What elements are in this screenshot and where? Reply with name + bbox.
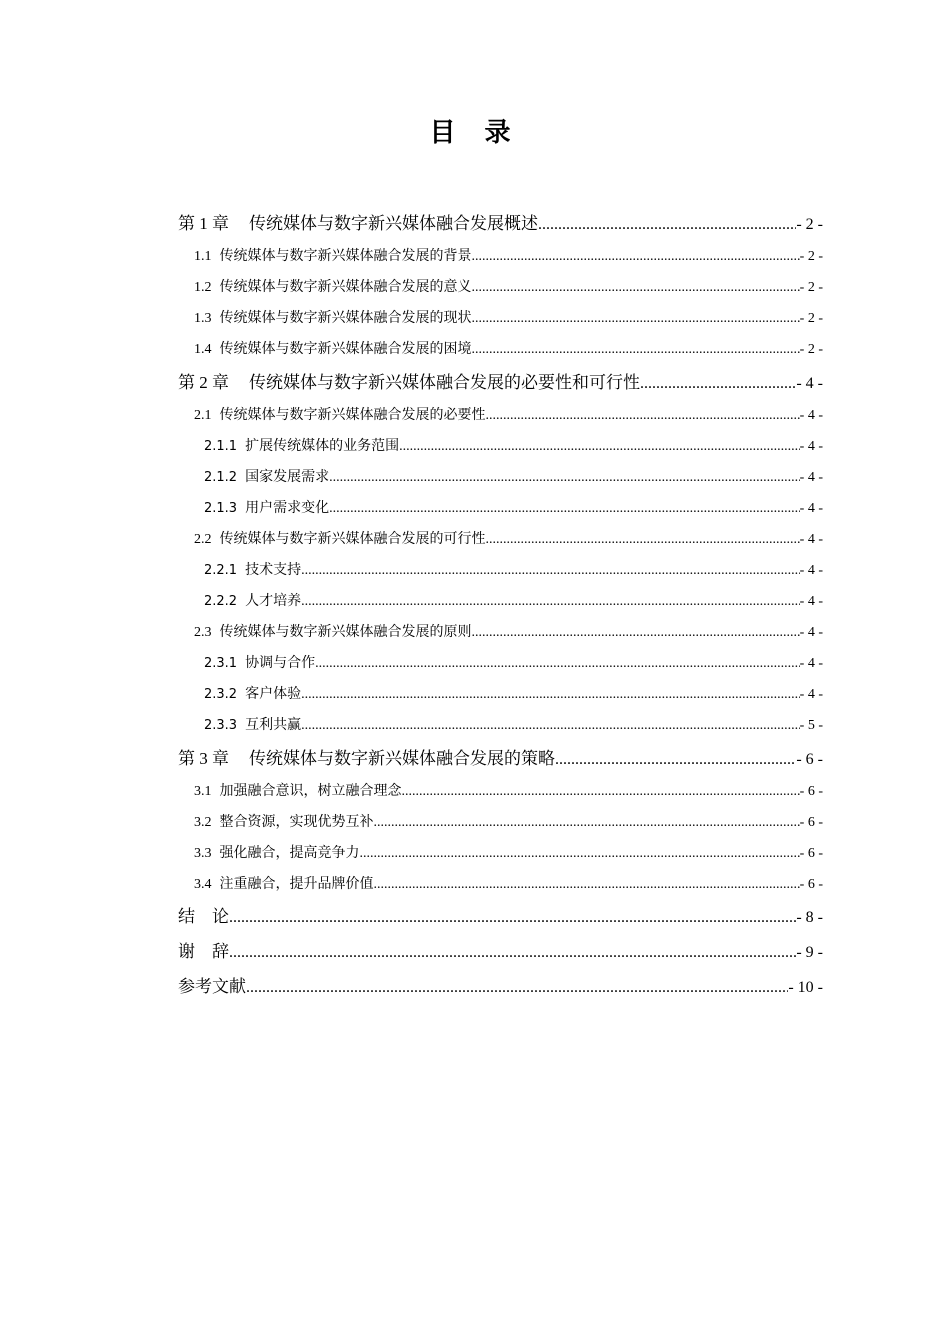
toc-entry-number: 2.2.2 [204,594,238,609]
toc-leader-dots [374,869,800,900]
toc-entry-title: 传统媒体与数字新兴媒体融合发展的可行性 [219,531,486,547]
toc-leader-dots [399,431,800,462]
toc-entry-label [204,586,301,617]
toc-leader-dots [301,586,800,617]
toc-leader-dots [486,524,800,555]
toc-entry-number: 3.4 [194,877,212,892]
toc-entry-label [204,462,329,493]
toc-entry-label [194,400,486,431]
toc-entry-label [204,431,399,462]
toc-page-number: - 4 - [799,594,823,609]
toc-leader-dots [472,241,800,272]
toc-entry-number: 第 2 章 [178,373,229,392]
table-of-contents [178,206,823,1005]
toc-entry-title: 用户需求变化 [245,500,330,516]
toc-page-number: - 6 - [799,877,823,892]
toc-entry[interactable] [178,776,823,807]
toc-page-number: - 6 - [799,815,823,830]
toc-entry[interactable] [178,807,823,838]
toc-entry-label [178,741,555,777]
toc-leader-dots [472,303,800,334]
toc-leader-dots [472,272,800,303]
toc-entry-number: 3.2 [194,815,212,830]
toc-leader-dots [640,366,796,401]
toc-entry-number: 第 1 章 [178,214,229,233]
toc-page-number: - 8 - [796,909,823,926]
toc-page-number: - 6 - [796,751,823,768]
toc-page-number: - 2 - [796,216,823,233]
toc-entry[interactable] [178,241,823,272]
toc-page-number: - 5 - [799,718,823,733]
toc-entry-title: 互利共赢 [245,717,302,733]
toc-entry-number: 2.1 [194,408,212,423]
toc-entry-number: 2.3 [194,625,212,640]
toc-leader-dots [329,493,800,524]
toc-entry-label [178,900,229,935]
toc-page-number: - 10 - [788,979,823,996]
toc-entry-number: 3.1 [194,784,212,799]
toc-page-number: - 4 - [799,532,823,547]
toc-leader-dots [229,935,796,970]
toc-page-number: - 2 - [799,342,823,357]
toc-entry[interactable] [178,555,823,586]
toc-entry-title: 扩展传统媒体的业务范围 [245,438,400,454]
toc-leader-dots [555,742,796,777]
toc-entry-label [194,272,472,303]
toc-entry-label [204,648,315,679]
toc-leader-dots [486,400,800,431]
toc-leader-dots [360,838,800,869]
toc-entry[interactable] [178,206,823,241]
toc-entry-label [204,555,301,586]
toc-entry-title: 参考文献 [178,977,246,997]
toc-entry-number: 第 3 章 [178,749,229,768]
toc-entry-label [194,776,402,807]
toc-entry[interactable] [178,524,823,555]
toc-entry[interactable] [178,617,823,648]
toc-entry-label [194,524,486,555]
toc-leader-dots [472,617,800,648]
toc-entry-title: 传统媒体与数字新兴媒体融合发展的意义 [219,279,472,295]
toc-entry[interactable] [178,493,823,524]
toc-page-number: - 2 - [799,280,823,295]
toc-entry-title: 技术支持 [245,562,302,578]
toc-page-number: - 9 - [796,944,823,961]
toc-entry[interactable] [178,970,823,1005]
toc-entry[interactable] [178,334,823,365]
toc-page-number: - 4 - [799,470,823,485]
toc-entry-title: 传统媒体与数字新兴媒体融合发展的策略 [249,749,555,769]
toc-entry-title: 谢 辞 [178,942,229,962]
toc-leader-dots [301,710,800,741]
page-title: 目 录 [429,118,521,148]
toc-entry-number: 2.1.1 [204,439,238,454]
toc-entry-number: 1.4 [194,342,212,357]
toc-entry-number: 2.2 [194,532,212,547]
toc-entry-label [204,679,301,710]
toc-entry-number: 3.3 [194,846,212,861]
toc-entry-label [194,807,374,838]
toc-entry-number: 2.1.2 [204,470,238,485]
toc-leader-dots [374,807,800,838]
toc-entry-label [194,241,472,272]
toc-entry-title: 人才培养 [245,593,302,609]
toc-entry[interactable] [178,431,823,462]
toc-entry-title: 传统媒体与数字新兴媒体融合发展的必要性 [219,407,486,423]
toc-entry-label [194,869,374,900]
toc-entry[interactable] [178,365,823,400]
toc-entry[interactable] [178,741,823,776]
toc-page-number: - 4 - [796,375,823,392]
toc-page-number: - 4 - [799,625,823,640]
toc-entry[interactable] [178,272,823,303]
toc-entry-label [178,970,246,1005]
toc-entry-title: 国家发展需求 [245,469,330,485]
toc-page-number: - 4 - [799,563,823,578]
toc-entry-title: 整合资源，实现优势互补 [219,814,374,830]
toc-entry[interactable] [178,303,823,334]
toc-entry-label [178,206,538,242]
toc-page-number: - 2 - [799,249,823,264]
toc-leader-dots [402,776,800,807]
toc-entry-title: 传统媒体与数字新兴媒体融合发展概述 [249,214,538,234]
toc-entry-number: 1.3 [194,311,212,326]
toc-page-number: - 2 - [799,311,823,326]
toc-entry-number: 2.1.3 [204,501,238,516]
toc-page-number: - 4 - [799,408,823,423]
toc-entry-number: 1.1 [194,249,212,264]
toc-entry[interactable] [178,679,823,710]
toc-entry-title: 加强融合意识，树立融合理念 [219,783,402,799]
toc-leader-dots [301,679,800,710]
toc-page-number: - 6 - [799,846,823,861]
toc-leader-dots [301,555,800,586]
toc-leader-dots [229,900,796,935]
toc-leader-dots [472,334,800,365]
toc-entry-number: 2.3.3 [204,718,238,733]
toc-entry[interactable] [178,935,823,970]
toc-entry[interactable] [178,869,823,900]
toc-leader-dots [246,970,788,1005]
toc-leader-dots [315,648,800,679]
toc-entry-label [178,365,640,401]
toc-entry-title: 传统媒体与数字新兴媒体融合发展的原则 [219,624,472,640]
toc-entry-label [204,493,329,524]
toc-page-number: - 4 - [799,439,823,454]
toc-entry[interactable] [178,586,823,617]
toc-entry[interactable] [178,648,823,679]
toc-page-number: - 4 - [799,501,823,516]
toc-entry-number: 2.2.1 [204,563,238,578]
toc-page-number: - 4 - [799,656,823,671]
toc-entry-label [204,710,301,741]
toc-entry-label [194,334,472,365]
toc-entry-title: 传统媒体与数字新兴媒体融合发展的背景 [219,248,472,264]
toc-entry[interactable] [178,462,823,493]
toc-entry-label [194,617,472,648]
toc-entry[interactable] [178,838,823,869]
toc-page-number: - 6 - [799,784,823,799]
toc-entry-number: 1.2 [194,280,212,295]
toc-entry-label [178,935,229,970]
toc-leader-dots [329,462,800,493]
toc-entry-title: 传统媒体与数字新兴媒体融合发展的现状 [219,310,472,326]
toc-entry[interactable] [178,710,823,741]
toc-leader-dots [538,207,796,242]
toc-page-number: - 4 - [799,687,823,702]
toc-entry-number: 2.3.2 [204,687,238,702]
toc-entry-number: 2.3.1 [204,656,238,671]
toc-entry-title: 强化融合，提高竞争力 [219,845,360,861]
toc-entry[interactable] [178,900,823,935]
toc-entry-label [194,303,472,334]
toc-entry-title: 传统媒体与数字新兴媒体融合发展的必要性和可行性 [249,373,640,393]
toc-entry-title: 协调与合作 [245,655,316,671]
toc-entry-label [194,838,360,869]
toc-entry-title: 传统媒体与数字新兴媒体融合发展的困境 [219,341,472,357]
toc-entry-title: 客户体验 [245,686,302,702]
toc-entry-title: 结 论 [178,907,229,927]
toc-entry[interactable] [178,400,823,431]
toc-entry-title: 注重融合，提升品牌价值 [219,876,374,892]
